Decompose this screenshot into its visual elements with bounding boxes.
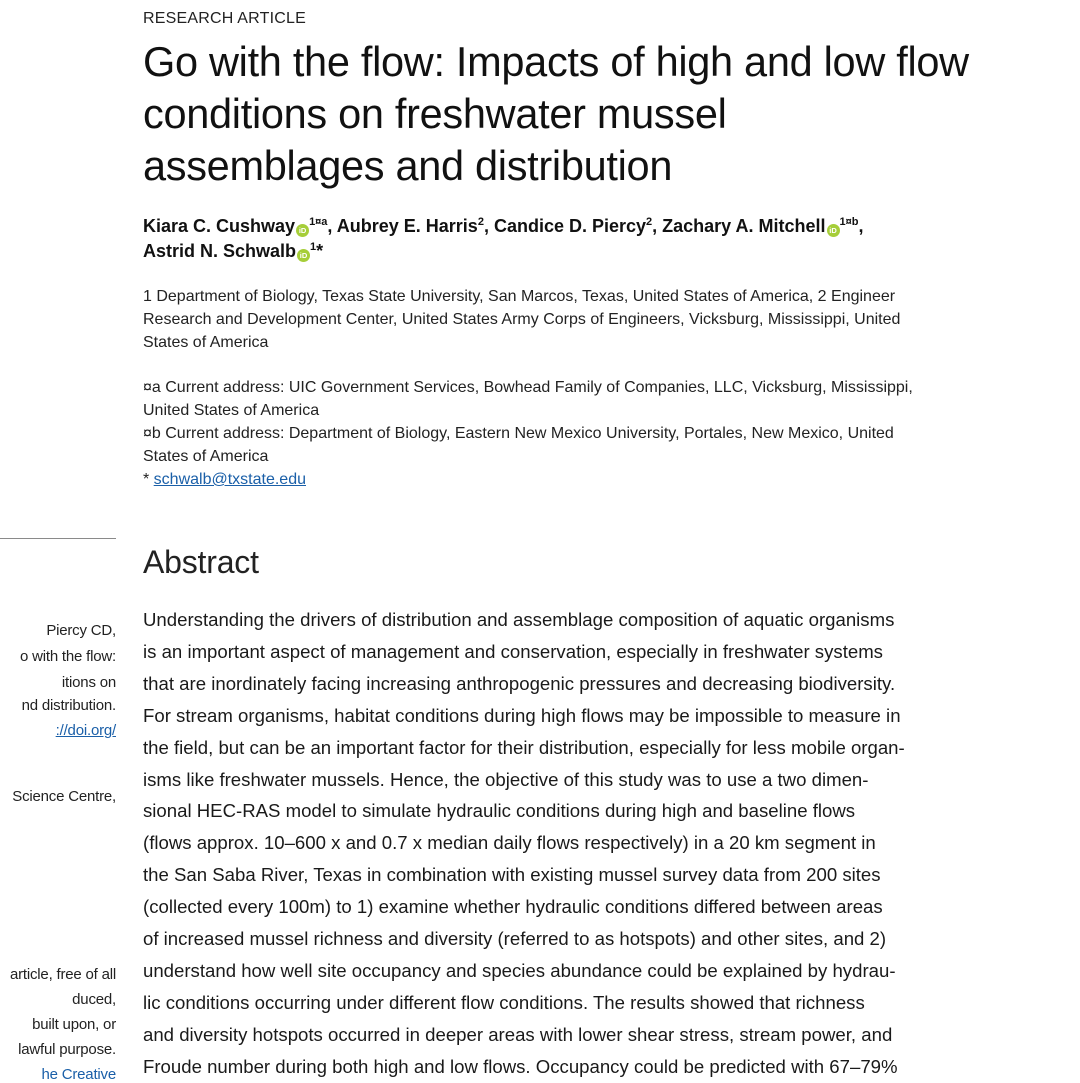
abstract-line: the San Saba River, Texas in combination with existing mussel survey data from 200 sites xyxy=(143,864,881,886)
email-link[interactable]: schwalb@txstate.edu xyxy=(153,471,306,488)
current-address-b: ¤b Current address: Department of Biology, Eastern New Mexico University, Portales, New Mexico, United xyxy=(143,425,894,442)
abstract-line: is an important aspect of management and conservation, especially in freshwater systems xyxy=(143,640,883,662)
affiliations xyxy=(143,285,1003,354)
author-name[interactable]: , Candice D. Piercy xyxy=(483,216,647,236)
corresponding-email-line xyxy=(143,468,1003,491)
affiliation-line: Research and Development Center, United States Army Corps of Engineers, Vicksburg, Mississippi, United xyxy=(143,311,901,328)
sidebar-license-line: article, free of all xyxy=(9,966,116,983)
current-address-a: United States of America xyxy=(143,402,320,419)
author-affiliation-marker: 1¤a xyxy=(309,216,328,228)
author-affiliation-marker: 1 xyxy=(310,241,317,253)
affiliation-line: States of America xyxy=(143,334,269,351)
current-address-a: ¤a Current address: UIC Government Services, Bowhead Family of Companies, LLC, Vicksburg, Mississippi, xyxy=(143,379,913,396)
sidebar-doi-link[interactable]: ://doi.org/ xyxy=(55,722,116,739)
author-affiliation-marker: 1¤b xyxy=(839,216,859,228)
abstract-body xyxy=(143,604,1003,1083)
orcid-icon[interactable]: iD xyxy=(297,249,310,262)
abstract-line: lic conditions occurring under different flow conditions. The results showed that richness xyxy=(143,991,865,1013)
abstract-line: understand how well site occupancy and species abundance could be explained by hydrau- xyxy=(143,959,896,981)
abstract-line: Froude number during both high and low flows. Occupancy could be predicted with 67–79% xyxy=(143,1055,898,1077)
author-affiliation-marker: 2 xyxy=(646,216,653,228)
current-address-b: States of America xyxy=(143,448,269,465)
sidebar-editor-line: Science Centre, xyxy=(12,788,116,805)
abstract-line: the field, but can be an important factor for their distribution, especially for less mobile organ- xyxy=(143,736,905,758)
author-affiliation-marker: 2 xyxy=(477,216,484,228)
affiliation-line: 1 Department of Biology, Texas State University, San Marcos, Texas, United States of America, 2 Engineer xyxy=(143,288,896,305)
article-title xyxy=(143,36,1013,192)
sidebar-citation-line: Piercy CD, xyxy=(46,622,116,639)
title-line: Go with the flow: Impacts of high and low flow xyxy=(143,38,969,85)
sidebar-license-line: duced, xyxy=(72,991,116,1008)
orcid-icon[interactable]: iD xyxy=(827,224,840,237)
abstract-line: sional HEC-RAS model to simulate hydraulic conditions during high and baseline flows xyxy=(143,800,856,822)
author-row xyxy=(143,239,1013,264)
author-row xyxy=(143,214,1013,239)
abstract-line: of increased mussel richness and diversity (referred to as hotspots) and other sites, and 2) xyxy=(143,928,887,950)
abstract-line: (flows approx. 10–600 x and 0.7 x median daily flows respectively) in a 20 km segment in xyxy=(143,832,876,854)
title-line: assemblages and distribution xyxy=(143,142,673,189)
author-separator: , xyxy=(858,216,864,236)
article-type-label: RESEARCH ARTICLE xyxy=(143,10,306,27)
corresponding-author-marker: * xyxy=(316,241,324,261)
author-list xyxy=(143,214,1013,264)
corresponding-marker: * xyxy=(143,471,154,488)
abstract-line: Understanding the drivers of distribution and assemblage composition of aquatic organisms xyxy=(143,609,895,630)
sidebar-license-line: lawful purpose. xyxy=(18,1041,116,1058)
title-line: conditions on freshwater mussel xyxy=(143,90,727,137)
abstract-line: (collected every 100m) to 1) examine whether hydraulic conditions differed between areas xyxy=(143,896,883,918)
abstract-line: that are inordinately facing increasing anthropogenic pressures and decreasing biodiversity. xyxy=(143,672,896,694)
abstract-line: isms like freshwater mussels. Hence, the objective of this study was to use a two dimen- xyxy=(143,768,869,790)
left-sidebar xyxy=(0,0,118,1080)
abstract-heading: Abstract xyxy=(143,544,259,580)
sidebar-citation-line: o with the flow: xyxy=(19,648,116,665)
current-address-notes xyxy=(143,376,1003,491)
author-name[interactable]: , Aubrey E. Harris xyxy=(327,216,478,236)
sidebar-citation-line: itions on xyxy=(61,674,116,691)
author-name[interactable]: Astrid N. Schwalb xyxy=(143,241,297,261)
author-name[interactable]: Kiara C. Cushway xyxy=(143,216,296,236)
author-name[interactable]: , Zachary A. Mitchell xyxy=(652,216,826,236)
orcid-icon[interactable]: iD xyxy=(296,224,309,237)
abstract-line: For stream organisms, habitat conditions during high flows may be impossible to measure in xyxy=(143,704,901,726)
sidebar-citation-line: nd distribution. xyxy=(21,697,116,714)
sidebar-creative-commons-link[interactable]: he Creative xyxy=(41,1066,116,1080)
sidebar-license-line: built upon, or xyxy=(32,1016,116,1033)
sidebar-divider xyxy=(0,538,116,539)
abstract-line: and diversity hotspots occurred in deeper areas with lower shear stress, stream power, and xyxy=(143,1023,893,1045)
